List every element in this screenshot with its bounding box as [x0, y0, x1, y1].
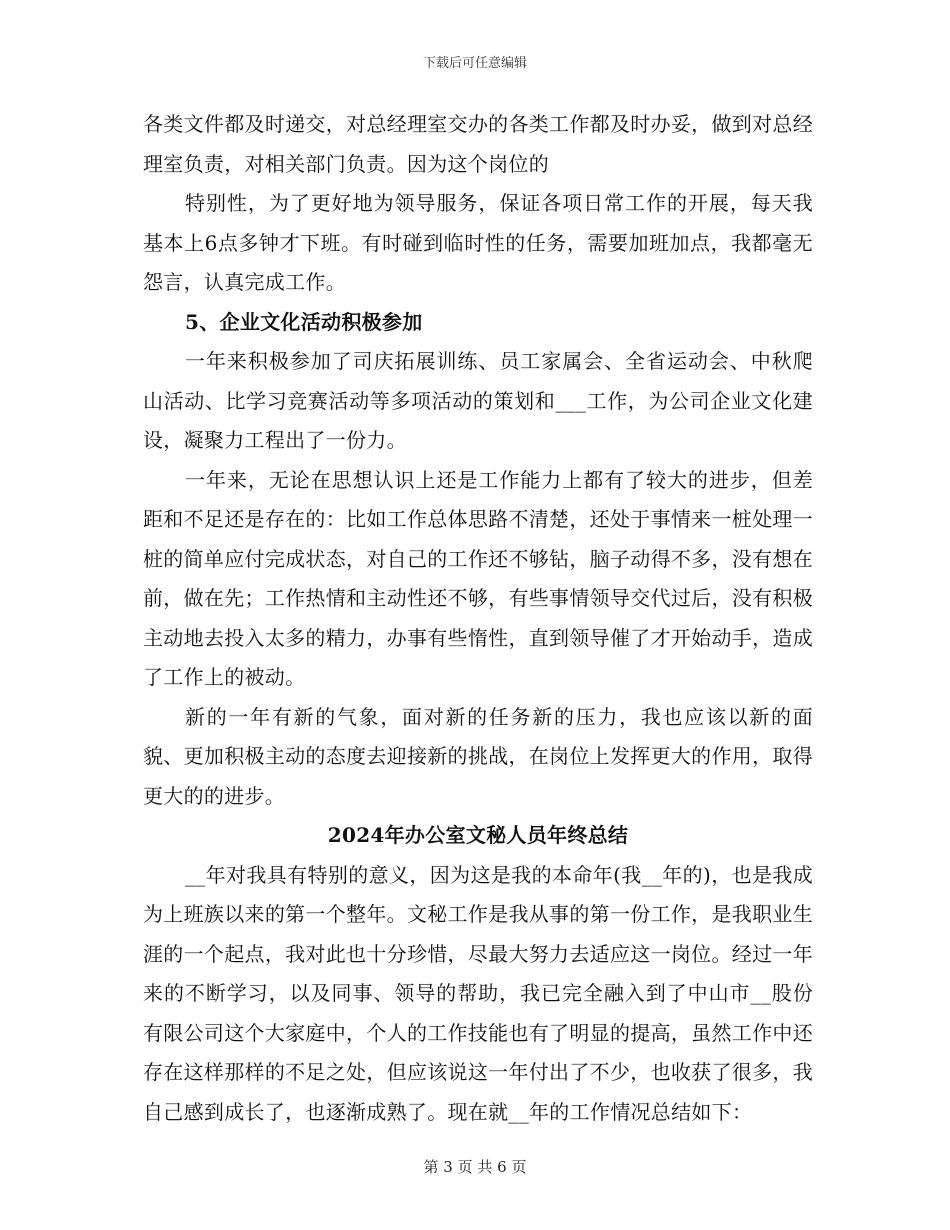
- section-heading-culture: 5、企业文化活动积极参加: [185, 309, 423, 334]
- paragraph-new-year: 新的一年有新的气象，面对新的任务新的压力，我也应该以新的面貌、更加积极主动的态度去迎接新的挑战，在岗位上发挥更大的作用，取得更大的的进步。: [143, 704, 813, 808]
- paragraph-continued: 各类文件都及时递交，对总经理室交办的各类工作都及时办妥，做到对总经理室负责，对相关部门负责。因为这个岗位的: [143, 112, 813, 176]
- page-header: 下载后可任意编辑: [422, 56, 527, 71]
- paragraph-shortcomings: 一年来，无论在思想认识上还是工作能力上都有了较大的进步，但差距和不足还是存在的：比如工作总体思路不清楚，还处于事情来一桩处理一桩的简单应付完成状态，对自己的工作还不够钻，脑子动得不多，没有想在前，做在先；工作热情和主动性还不够，有些事情领导交代过后，没有积极主动地去投入太多的精力，办事有些惰性，直到领导催了才开始动手，造成了工作上的被动。: [143, 467, 813, 689]
- paragraph-intro: __年对我具有特别的意义，因为这是我的本命年(我__年的)，也是我成为上班族以来的第一个整年。文秘工作是我从事的第一份工作，是我职业生涯的一个起点，我对此也十分珍惜，尽最大努力去适应这一岗位。经过一年来的不断学习，以及同事、领导的帮助，我已完全融入到了中山市__股份有限公司这个大家庭中，个人的工作技能也有了明显的提高，虽然工作中还存在这样那样的不足之处，但应该说这一年付出了不少，也收获了很多，我自己感到成长了，也逐渐成熟了。现在就__年的工作情况总结如下：: [143, 862, 813, 1124]
- paragraph-activities: 一年来积极参加了司庆拓展训练、员工家属会、全省运动会、中秋爬山活动、比学习竞赛活动等多项活动的策划和___工作，为公司企业文化建设，凝聚力工程出了一份力。: [143, 349, 813, 452]
- document-body: [143, 105, 813, 1132]
- document-title: 2024年办公室文秘人员年终总结: [327, 823, 629, 847]
- paragraph-special-position: 特别性，为了更好地为领导服务，保证各项日常工作的开展，每天我基本上6点多钟才下班。有时碰到临时性的任务，需要加班加点，我都毫无怨言，认真完成工作。: [143, 191, 813, 294]
- page-footer: 第 3 页 共 6 页: [423, 1158, 527, 1176]
